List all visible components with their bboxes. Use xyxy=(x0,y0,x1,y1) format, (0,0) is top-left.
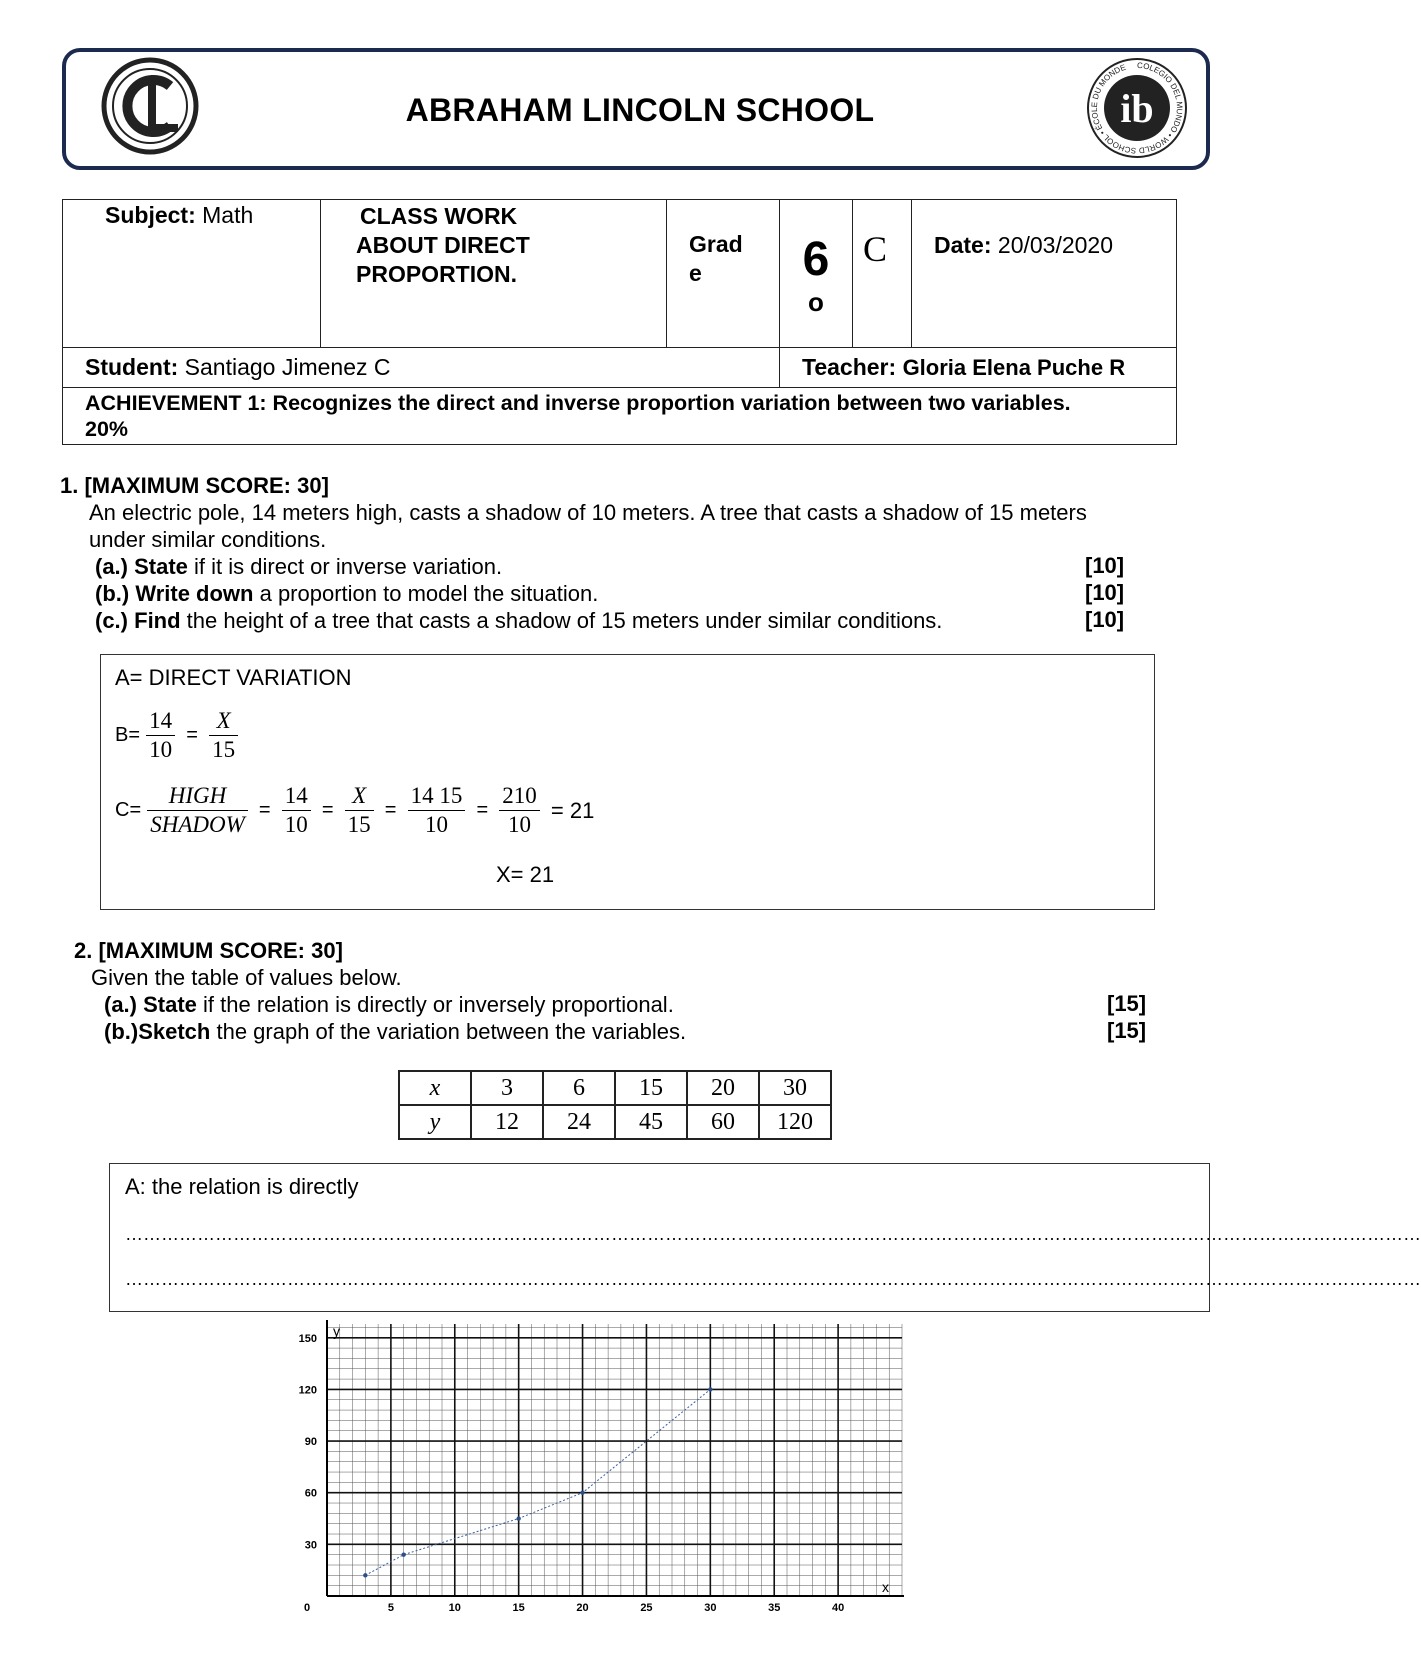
table-header-cell: x xyxy=(399,1071,471,1105)
table-cell: 60 xyxy=(687,1105,759,1139)
table-cell: 20 xyxy=(687,1071,759,1105)
y-tick-label: 120 xyxy=(298,1384,317,1397)
dotted-line: ……………………………………………………………………………………………………………………………………………………………………………………………… xyxy=(125,1224,1421,1244)
grade-section: C xyxy=(853,200,912,348)
table-header-cell: y xyxy=(399,1105,471,1139)
data-point xyxy=(401,1552,405,1556)
teacher-cell xyxy=(780,348,1177,388)
q1-part-c xyxy=(95,607,942,634)
fraction: $\frac{14}{10}$ xyxy=(146,707,175,764)
fraction: $\frac{\text{HIGH}}{\text{SHADOW}}$ xyxy=(147,782,248,839)
title-line: ABOUT DIRECT xyxy=(356,232,530,258)
q2-part-a xyxy=(104,991,674,1018)
part-verb: Write down xyxy=(135,581,254,606)
part-label: (b.) xyxy=(104,1019,139,1044)
data-point xyxy=(708,1387,712,1391)
achievement-percent: 20% xyxy=(85,417,129,441)
subject-cell xyxy=(63,200,321,348)
score-label: [10] xyxy=(1085,607,1125,632)
info-table xyxy=(62,199,1177,445)
x-tick-label: 30 xyxy=(704,1602,717,1614)
worksheet-title xyxy=(321,200,667,348)
q2-answer-box xyxy=(109,1163,1421,1312)
part-text: a proportion to model the situation. xyxy=(253,581,599,606)
variation-graph xyxy=(290,1318,910,1648)
date-cell xyxy=(912,200,1177,348)
x-axis-label: x xyxy=(882,1579,889,1595)
answer-q2-a: A: the relation is directly xyxy=(125,1174,359,1199)
table-cell: 45 xyxy=(615,1105,687,1139)
grade-label: Grad xyxy=(689,231,743,257)
q1-answer-box xyxy=(100,654,1155,910)
score-label: [10] xyxy=(1085,580,1125,605)
q1-text: An electric pole, 14 meters high, casts a shadow of 10 meters. A tree that casts a shadow of 15 meters xyxy=(89,500,1087,525)
part-text: the height of a tree that casts a shadow of 15 meters under similar conditions. xyxy=(180,608,943,633)
grade-suffix: o xyxy=(808,287,824,317)
x-tick-label: 20 xyxy=(576,1602,589,1614)
q1-heading: 1. [MAXIMUM SCORE: 30] xyxy=(60,473,329,498)
subject-label: Subject: xyxy=(105,202,196,228)
data-point xyxy=(363,1573,367,1577)
fraction: $\frac{14 15}{10}$ xyxy=(408,782,466,839)
subject-value: Math xyxy=(202,202,254,228)
achievement-text: ACHIEVEMENT 1: Recognizes the direct and inverse proportion variation between two variables. xyxy=(85,391,1071,415)
student-value: Santiago Jimenez C xyxy=(184,354,391,380)
score-label: [15] xyxy=(1107,1018,1147,1043)
part-label: (a.) xyxy=(104,992,137,1017)
student-label: Student: xyxy=(85,354,179,380)
y-tick-label: 90 xyxy=(304,1436,317,1449)
table-cell: 30 xyxy=(759,1071,831,1105)
grade-label: e xyxy=(689,260,702,286)
x-tick-label: 25 xyxy=(640,1602,653,1614)
teacher-label: Teacher: xyxy=(802,354,897,380)
table-cell: 120 xyxy=(759,1105,831,1139)
y-axis-label: y xyxy=(333,1323,340,1339)
grade-number: 6 xyxy=(802,233,830,286)
part-verb: Sketch xyxy=(138,1019,211,1044)
date-label: Date: xyxy=(934,232,992,258)
q1-part-a xyxy=(95,553,502,580)
part-verb: State xyxy=(134,554,188,579)
date-value: 20/03/2020 xyxy=(997,232,1114,258)
table-cell: 15 xyxy=(615,1071,687,1105)
fraction: $\frac{X}{15}$ xyxy=(209,707,238,764)
q1-part-b xyxy=(95,580,598,607)
table-row xyxy=(399,1105,831,1139)
data-point xyxy=(580,1491,584,1495)
table-row xyxy=(399,1071,831,1105)
table-cell: 24 xyxy=(543,1105,615,1139)
part-text: if the relation is directly or inversely proportional. xyxy=(196,992,674,1017)
part-verb: Find xyxy=(134,608,181,633)
ib-ring-text: COLEGIO DEL MUNDO • WORLD SCHOOL • ÉCOLE DU MONDE xyxy=(1089,60,1185,156)
x-tick-label: 15 xyxy=(512,1602,525,1614)
teacher-value: Gloria Elena Puche R xyxy=(902,355,1126,380)
fraction: $\frac{14}{10}$ xyxy=(282,782,311,839)
title-line: PROPORTION. xyxy=(356,261,518,287)
values-table xyxy=(398,1070,832,1140)
school-name: ABRAHAM LINCOLN SCHOOL xyxy=(405,92,875,128)
table-cell: 12 xyxy=(471,1105,543,1139)
q2-text: Given the table of values below. xyxy=(91,965,402,990)
dotted-line: ……………………………………………………………………………………………………………………………………………………………………………………………… xyxy=(125,1269,1421,1289)
fraction: $\frac{X}{15}$ xyxy=(345,782,374,839)
part-text: if it is direct or inverse variation. xyxy=(187,554,503,579)
answer-c-prefix: C= xyxy=(115,799,142,821)
score-label: [10] xyxy=(1085,553,1125,578)
student-cell xyxy=(63,348,780,388)
q2-part-b xyxy=(104,1018,686,1045)
part-label: (c.) xyxy=(95,608,128,633)
y-tick-label: 150 xyxy=(298,1332,317,1345)
table-cell: 3 xyxy=(471,1071,543,1105)
table-cell: 6 xyxy=(543,1071,615,1105)
answer-c-result: = 21 xyxy=(550,797,595,823)
part-text: the graph of the variation between the variables. xyxy=(210,1019,687,1044)
origin-label: 0 xyxy=(303,1602,311,1614)
score-label: [15] xyxy=(1107,991,1147,1016)
y-tick-label: 60 xyxy=(304,1487,317,1500)
title-line: CLASS WORK xyxy=(360,203,518,229)
ib-logo-text: ib xyxy=(1120,86,1154,131)
answer-a: A= DIRECT VARIATION xyxy=(115,665,352,690)
answer-b: B= $\frac{14}{10}$ = $\frac{X}{15}$ xyxy=(115,707,238,764)
x-tick-label: 5 xyxy=(387,1602,394,1614)
grade-number-cell xyxy=(780,200,853,348)
answer-c: C= $\frac{\text{HIGH}}{\text{SHADOW}}$ = $\frac{14}{10}$ = $\frac{X}{15}$ = $\frac{14 15}{10}$ = $\frac{210}{10}$ = 21 xyxy=(115,783,595,837)
part-label: (a.) xyxy=(95,554,128,579)
x-tick-label: 35 xyxy=(768,1602,781,1614)
part-label: (b.) xyxy=(95,581,130,606)
fraction: $\frac{210}{10}$ xyxy=(499,782,540,839)
answer-b-prefix: B= xyxy=(115,724,141,746)
q2-heading: 2. [MAXIMUM SCORE: 30] xyxy=(74,938,343,963)
y-tick-label: 30 xyxy=(304,1539,317,1552)
answer-x: X= 21 xyxy=(496,862,555,887)
x-tick-label: 10 xyxy=(448,1602,461,1614)
ib-world-school-logo xyxy=(1085,56,1189,165)
q1-text: under similar conditions. xyxy=(89,527,327,552)
x-tick-label: 40 xyxy=(831,1602,845,1614)
grade-label-cell xyxy=(667,200,780,348)
achievement-cell xyxy=(63,388,1177,445)
part-verb: State xyxy=(143,992,197,1017)
data-point xyxy=(516,1516,520,1520)
